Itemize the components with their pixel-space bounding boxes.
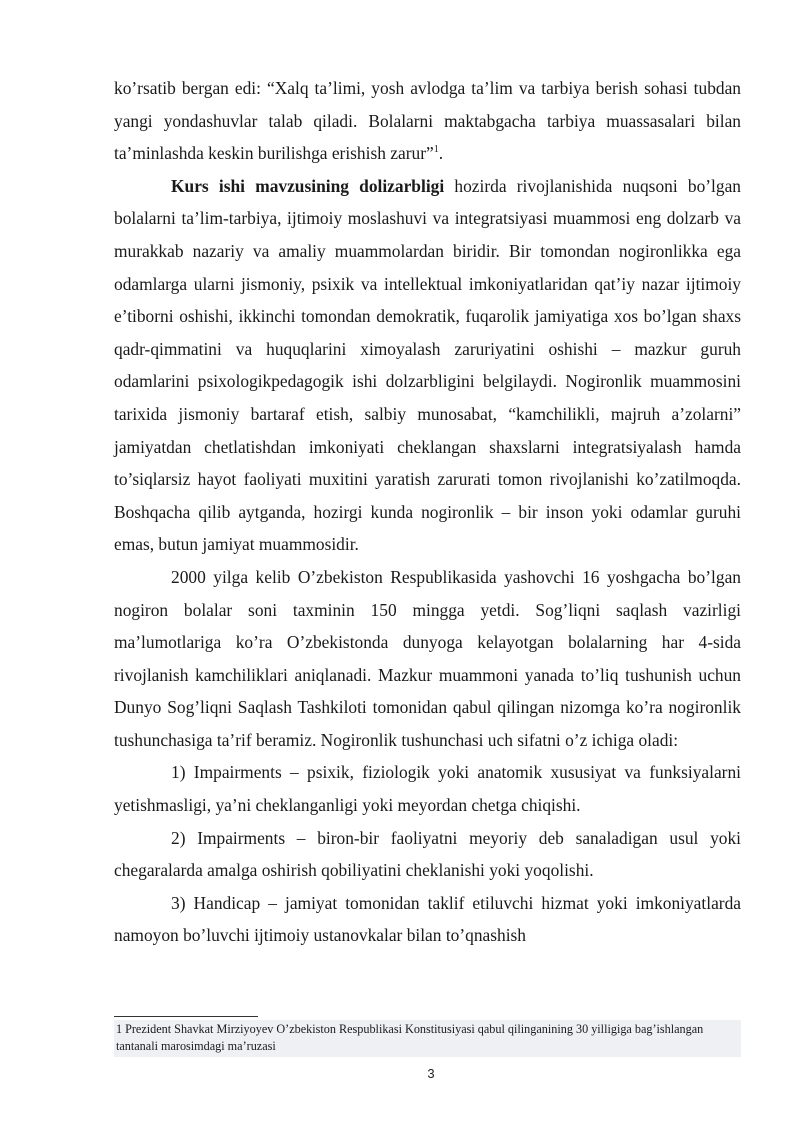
- list-item-1: 1) Impairments – psixik, fiziologik yoki anatomik xususiyat va funksiyalarni yetishmasligi, ya’ni cheklanganligi yoki meyordan chetga chiqishi.: [114, 762, 741, 816]
- footnote: [114, 1020, 741, 1057]
- section-lead-bold: Kurs ishi mavzusining dolizarbligi: [171, 175, 445, 196]
- paragraph-tail: .: [438, 143, 444, 164]
- list-item-2: 2) Impairments – biron-bir faoliyatni meyoriy deb sanaladigan usul yoki chegaralarda amalga oshirish qobiliyatini cheklanishi yoki yoqolishi.: [114, 827, 741, 881]
- body-text: [114, 72, 741, 952]
- paragraph-statistics: 2000 yilga kelib O’zbekiston Respublikasida yashovchi 16 yoshgacha bo’lgan nogiron bolalar soni taxminin 150 mingga yetdi. Sog’liqni saqlash vazirligi ma’lumotlariga ko’ra O’zbekistonda dunyoga kelayotgan bolalarning har 4-sida rivojlanish kamchiliklari aniqlanadi. Mazkur muammoni yanada to’liq tushunish uchun Dunyo Sog’liqni Saqlash Tashkiloti tomonidan qabul qilingan nizomga ko’ra nogironlik tushunchasiga ta’rif beramiz. Nogironlik tushunchasi uch sifatni o’z ichiga oladi:: [114, 566, 741, 750]
- footnote-reference[interactable]: 1: [433, 144, 439, 156]
- footnote-number: 1: [116, 1022, 123, 1036]
- paragraph-quote: [114, 72, 741, 170]
- paragraph-relevance: [114, 170, 741, 561]
- page-number: 3: [427, 1066, 435, 1081]
- paragraph-text: ko’rsatib bergan edi: “Xalq ta’limi, yosh avlodga ta’lim va tarbiya berish sohasi tubdan yangi yondashuvlar talab qiladi. Bolalarni maktabgacha tarbiya muassasalari bilan ta’minlashda keskin burilishga erishish zarur”: [114, 78, 741, 164]
- footnote-text: Prezident Shavkat Mirziyoyev O’zbekiston Respublikasi Konstitusiyasi qabul qilinganining 30 yilligiga bag’ishlangan tantanali marosimdagi ma’ruzasi: [116, 1022, 704, 1053]
- list-item-3: 3) Handicap – jamiyat tomonidan taklif etiluvchi hizmat yoki imkoniyatlarda namoyon bo’luvchi ijtimoiy ustanovkalar bilan to’qnashish: [114, 892, 741, 946]
- footnote-separator: [114, 1016, 258, 1017]
- paragraph-text: hozirda rivojlanishida nuqsoni bo’lgan bolalarni ta’lim-tarbiya, ijtimoiy moslashuvi va integratsiyasi muammosi eng dolzarb va murakkab nazariy va amaliy muammolardan biridir. Bir tomondan nogironlikka ega odamlarga ularni jismoniy, psixik va intellektual imkoniyatlaridan qat’iy nazar ijtimoiy e’tiborni oshishi, ikkinchi tomondan demokratik, fuqarolik jamiyatiga xos bo’lgan shaxs qadr-qimmatini va huquqlarini ximoyalash zaruriyatini oshishi – mazkur guruh odamlarini psixologikpedagogik ishi dolzarbligini belgilaydi. Nogironlik muammosini tarixida jismoniy bartaraf etish, salbiy munosabat, “kamchilikli, majruh a’zolarni” jamiyatdan chetlatishdan imkoniyati cheklangan shaxslarni integratsiyalash hamda to’siqlarsiz hayot faoliyati muxitini yaratish zarurati tomon rivojlanishi ko’zatilmoqda. Boshqacha qilib aytganda, hozirgi kunda nogironlik – bir inson yoki odamlar guruhi emas, butun jamiyat muammosidir.: [114, 175, 741, 555]
